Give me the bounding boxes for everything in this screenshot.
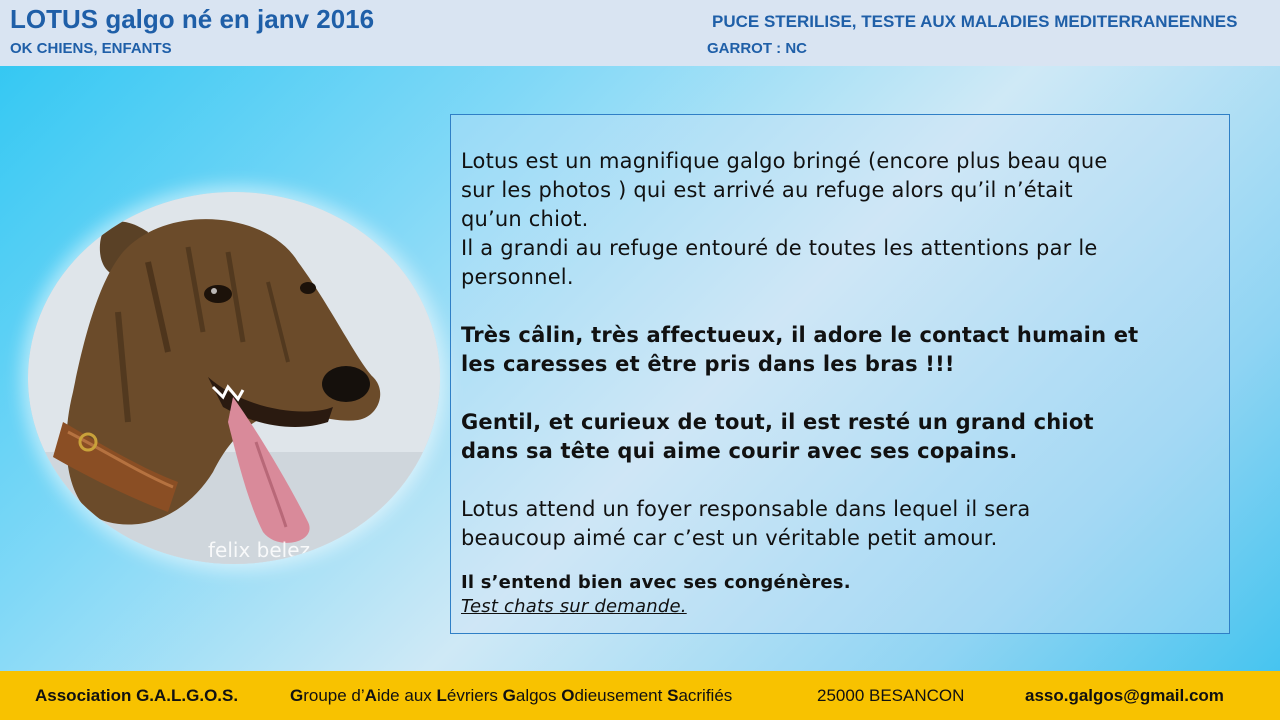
dog-illustration xyxy=(28,192,440,564)
dog-photo xyxy=(28,192,440,564)
association-fullname: Groupe d’Aide aux Lévriers Galgos Odieusement Sacrifiés xyxy=(290,686,733,705)
description-line: sur les photos ) qui est arrivé au refuge alors qu’il n’était xyxy=(461,178,1073,202)
page-title: LOTUS galgo né en janv 2016 xyxy=(10,4,375,34)
description-line: Lotus est un magnifique galgo bringé (encore plus beau que xyxy=(461,149,1108,173)
header-band xyxy=(0,0,1280,66)
description-line: personnel. xyxy=(461,265,574,289)
header-height-info: GARROT : NC xyxy=(707,40,807,57)
footer-band xyxy=(0,671,1280,720)
description-box xyxy=(450,114,1230,634)
description-highlight: dans sa tête qui aime courir avec ses copains. xyxy=(461,439,1018,463)
cat-test-note: Test chats sur demande. xyxy=(461,596,687,617)
description-highlight: Gentil, et curieux de tout, il est resté un grand chiot xyxy=(461,410,1094,434)
description-line: Il a grandi au refuge entouré de toutes les attentions par le xyxy=(461,236,1098,260)
description-line: beaucoup aimé car c’est un véritable petit amour. xyxy=(461,526,998,550)
description-line: qu’un chiot. xyxy=(461,207,589,231)
photo-watermark: felix belez xyxy=(208,538,311,562)
association-city: 25000 BESANCON xyxy=(817,686,965,705)
description-highlight: Très câlin, très affectueux, il adore le contact humain et xyxy=(461,323,1139,347)
compatibility-note: Il s’entend bien avec ses congénères. xyxy=(461,572,851,593)
association-name: Association G.A.L.G.O.S. xyxy=(35,686,239,705)
header-subtitle: OK CHIENS, ENFANTS xyxy=(10,40,172,57)
header-health-info: PUCE STERILISE, TESTE AUX MALADIES MEDITERRANEENNES xyxy=(712,12,1238,31)
contact-email: asso.galgos@gmail.com xyxy=(1025,686,1224,705)
description-line: Lotus attend un foyer responsable dans lequel il sera xyxy=(461,497,1031,521)
description-highlight: les caresses et être pris dans les bras !!! xyxy=(461,352,955,376)
